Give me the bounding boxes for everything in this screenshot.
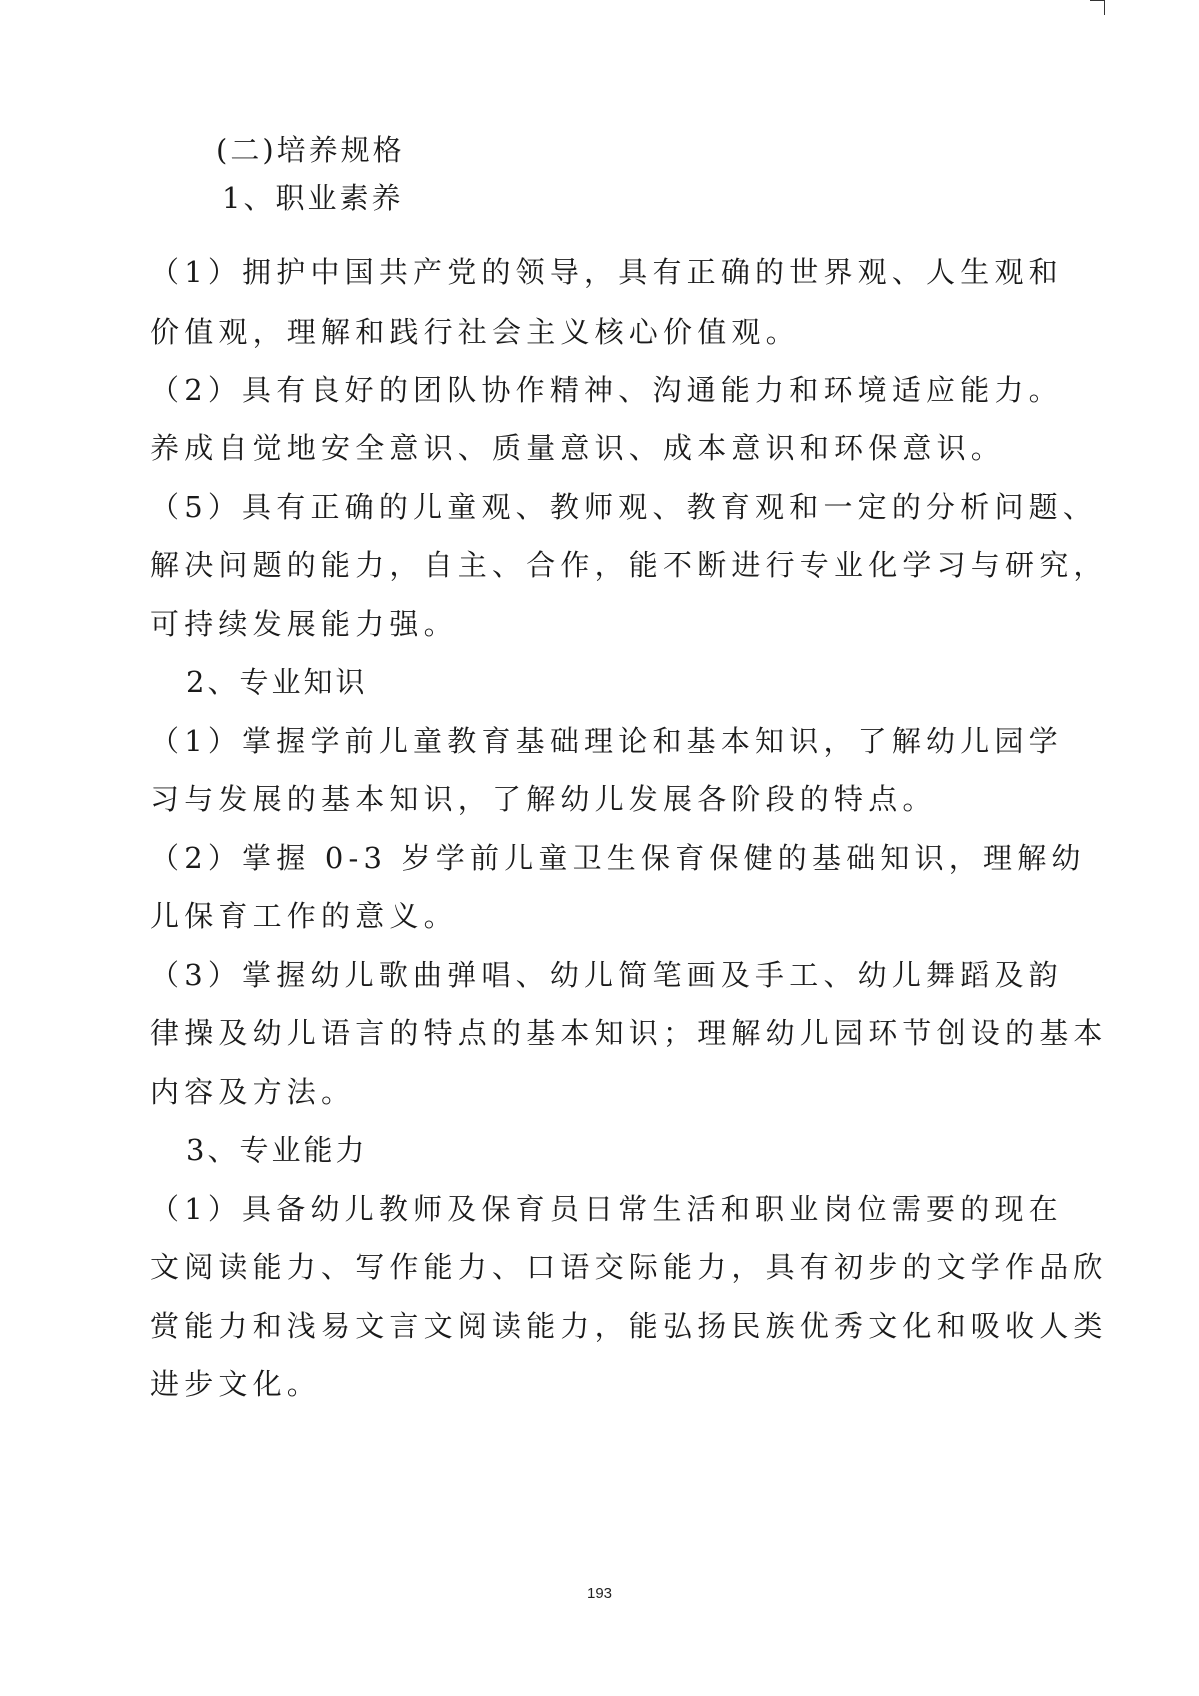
- paragraph-line: （3）掌握幼儿歌曲弹唱、幼儿简笔画及手工、幼儿舞蹈及韵: [150, 958, 1063, 992]
- crop-mark: [1090, 0, 1105, 15]
- paragraph-line: 解决问题的能力，自主、合作，能不断进行专业化学习与研究，: [150, 548, 1108, 582]
- paragraph-line: 价值观，理解和践行社会主义核心价值观。: [150, 315, 800, 349]
- paragraph-line: 赏能力和浅易文言文阅读能力，能弘扬民族优秀文化和吸收人类: [150, 1309, 1108, 1343]
- paragraph-line: （2）具有良好的团队协作精神、沟通能力和环境适应能力。: [150, 373, 1063, 407]
- subsection-heading-professional-ability: 3、专业能力: [186, 1133, 368, 1167]
- paragraph-line: （1）拥护中国共产党的领导，具有正确的世界观、人生观和: [150, 255, 1063, 289]
- paragraph-line: （1）掌握学前儿童教育基础理论和基本知识，了解幼儿园学: [150, 724, 1063, 758]
- paragraph-line: （2）掌握 0-3 岁学前儿童卫生保育保健的基础知识，理解幼: [150, 841, 1086, 875]
- paragraph-line: 律操及幼儿语言的特点的基本知识；理解幼儿园环节创设的基本: [150, 1016, 1108, 1050]
- paragraph-line: 文阅读能力、写作能力、口语交际能力，具有初步的文学作品欣: [150, 1250, 1108, 1284]
- paragraph-line: 习与发展的基本知识，了解幼儿发展各阶段的特点。: [150, 782, 937, 816]
- paragraph-line: 儿保育工作的意义。: [150, 899, 458, 933]
- paragraph-line: 养成自觉地安全意识、质量意识、成本意识和环保意识。: [150, 431, 1006, 465]
- section-heading: (二)培养规格: [216, 133, 405, 167]
- paragraph-line: （1）具备幼儿教师及保育员日常生活和职业岗位需要的现在: [150, 1192, 1063, 1226]
- subsection-heading-professional-knowledge: 2、专业知识: [186, 665, 368, 699]
- paragraph-line: （5）具有正确的儿童观、教师观、教育观和一定的分析问题、: [150, 490, 1098, 524]
- subsection-heading-professional-quality: 1、职业素养: [222, 181, 404, 215]
- page-number: 193: [586, 1585, 613, 1602]
- paragraph-line: 内容及方法。: [150, 1075, 356, 1109]
- paragraph-line: 可持续发展能力强。: [150, 607, 458, 641]
- paragraph-line: 进步文化。: [150, 1367, 322, 1401]
